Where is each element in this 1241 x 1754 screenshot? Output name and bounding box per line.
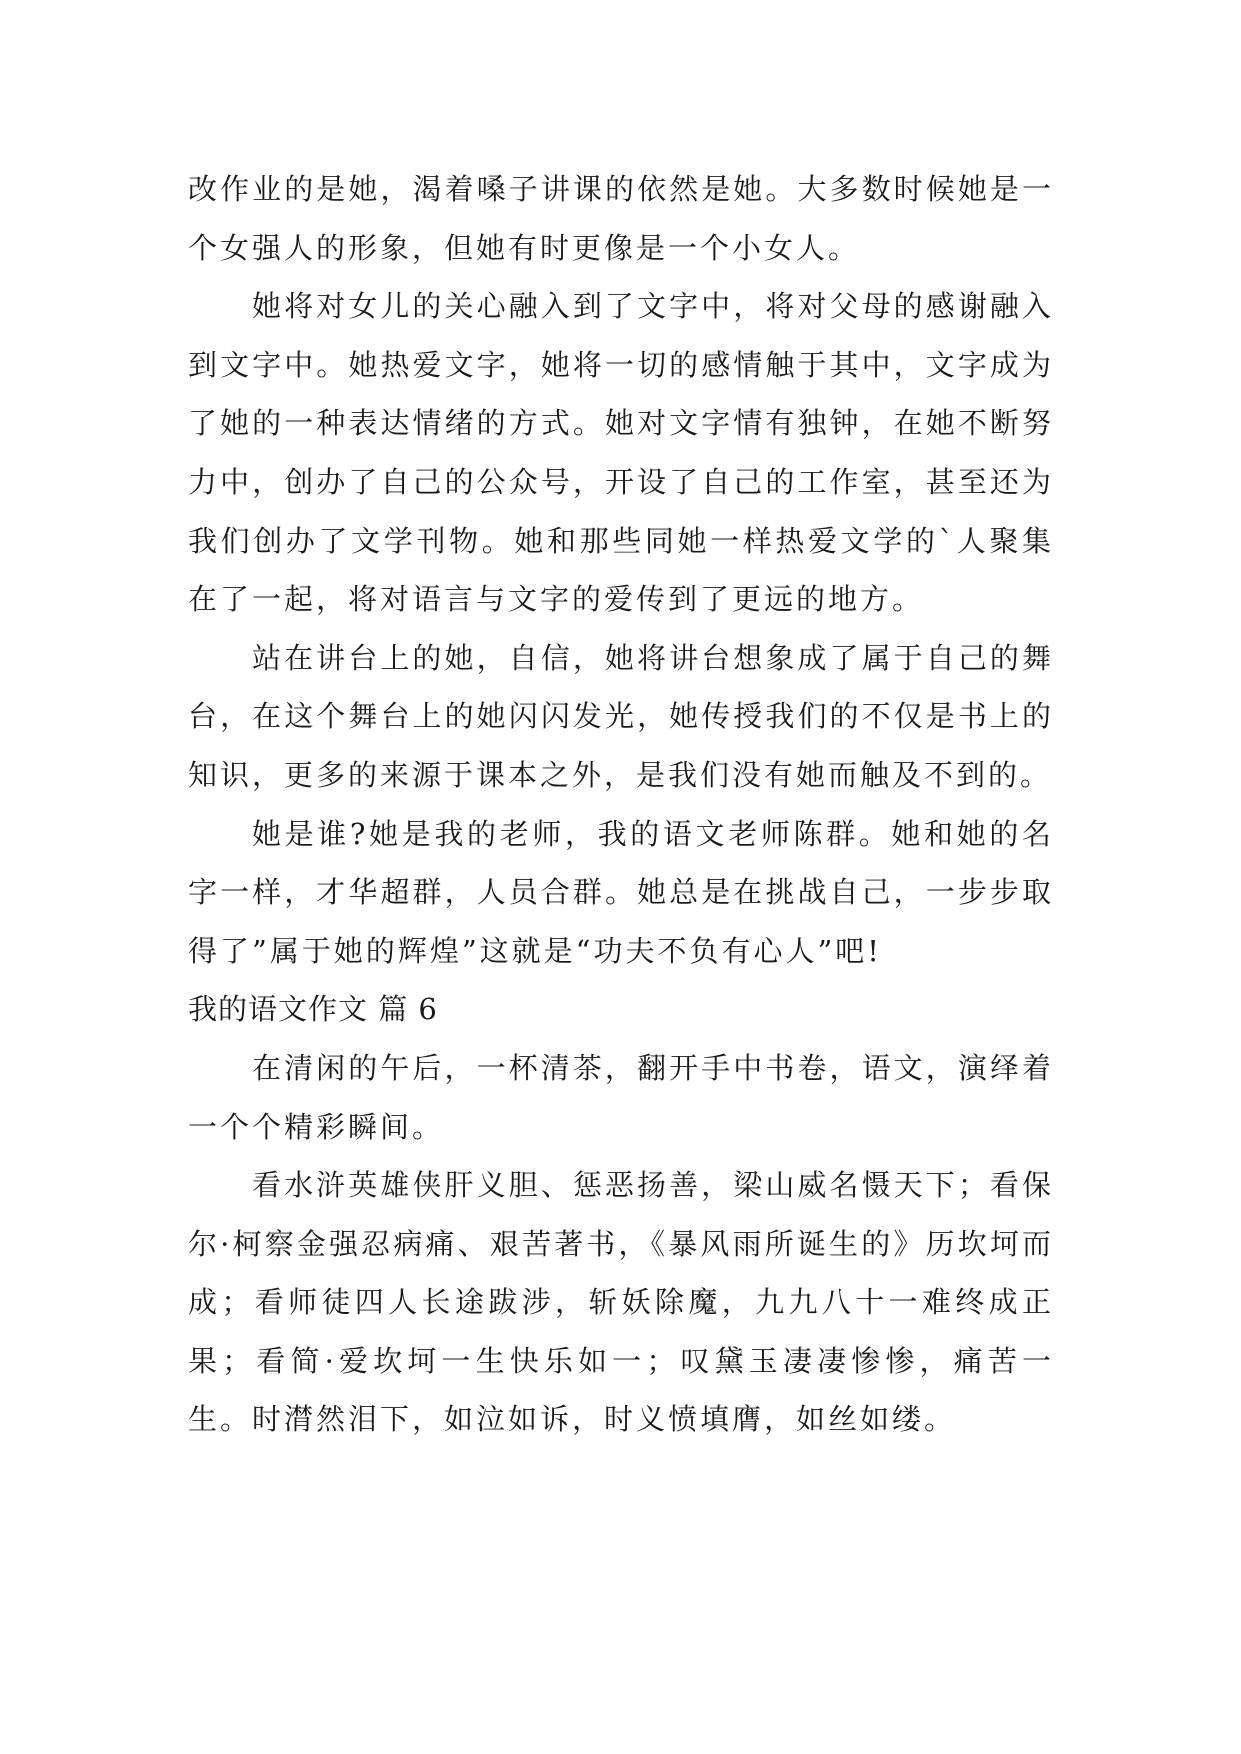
- section-heading: 我的语文作文 篇 6: [188, 992, 438, 1027]
- paragraph-2: 她将对女儿的关心融入到了文字中，将对父母的感谢融入到文字中。她热爱文字，她将一切的感情触于其中，文字成为了她的一种表达情绪的方式。她对文字情有独钟，在她不断努力中，创办了自己的公众号，开设了自己的工作室，甚至还为我们创办了文学刊物。她和那些同她一样热爱文学的`人聚集在了一起，将对语言与文字的爱传到了更远的地方。: [188, 289, 1054, 617]
- paragraph-4: 她是谁?她是我的老师，我的语文老师陈群。她和她的名字一样，才华超群，人员合群。她总是在挑战自己，一步步取得了”属于她的辉煌”这就是“功夫不负有心人”吧!: [188, 816, 1054, 968]
- paragraph-1: 改作业的是她，渴着嗓子讲课的依然是她。大多数时候她是一个女强人的形象，但她有时更像是一个小女人。: [188, 172, 1054, 265]
- document-body: [188, 160, 1054, 1449]
- section-paragraph-2: 看水浒英雄侠肝义胆、惩恶扬善，梁山威名慑天下；看保尔·柯察金强忍病痛、艰苦著书，《暴风雨所诞生的》历坎坷而成；看师徒四人长途跋涉，斩妖除魔，九九八十一难终成正果；看简·爱坎坷一生快乐如一；叹黛玉凄凄惨惨，痛苦一生。时潸然泪下，如泣如诉，时义愤填膺，如丝如缕。: [188, 1168, 1054, 1437]
- section-paragraph-1: 在清闲的午后，一杯清茶，翻开手中书卷，语文，演绎着一个个精彩瞬间。: [188, 1050, 1054, 1144]
- paragraph-3: 站在讲台上的她，自信，她将讲台想象成了属于自己的舞台，在这个舞台上的她闪闪发光，她传授我们的不仅是书上的知识，更多的来源于课本之外，是我们没有她而触及不到的。: [188, 640, 1054, 792]
